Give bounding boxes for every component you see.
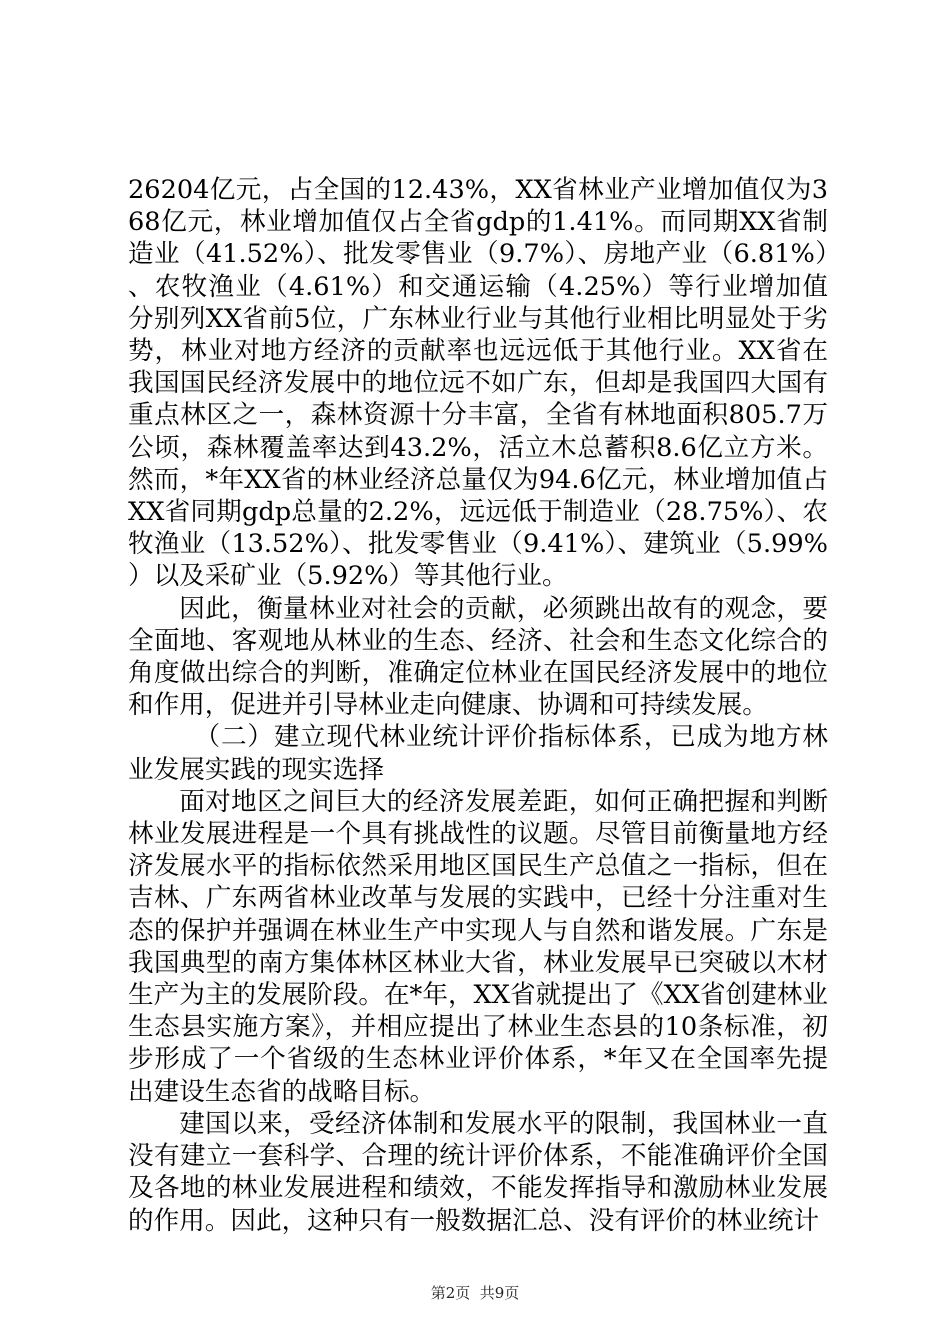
paragraph-since-founding: 建国以来，受经济体制和发展水平的限制，我国林业一直没有建立一套科学、合理的统计评价体系，不能准确评价全国及各地的林业发展进程和绩效，不能发挥指导和激励林业发展的作用。因此，这种只有一般数据汇总、没有评价的林业统计 xyxy=(128,1108,828,1236)
paragraph-development-gap: 面对地区之间巨大的经济发展差距，如何正确把握和判断林业发展进程是一个具有挑战性的议题。尽管目前衡量地方经济发展水平的指标依然采用地区国民生产总值之一指标，但在吉林、广东两省林业改革与发展的实践中，已经十分注重对生态的保护并强调在林业生产中实现人与自然和谐发展。广东是我国典型的南方集体林区林业大省，林业发展早已突破以木材生产为主的发展阶段。在*年，XX省就提出了《XX省创建林业生态县实施方案》，并相应提出了林业生态县的10条标准，初步形成了一个省级的生态林业评价体系，*年又在全国率先提出建设生态省的战略目标。 xyxy=(128,786,828,1107)
section-heading-two: （二）建立现代林业统计评价指标体系，已成为地方林业发展实践的现实选择 xyxy=(128,722,828,785)
paragraph-therefore-conclusion: 因此，衡量林业对社会的贡献，必须跳出故有的观念，要全面地、客观地从林业的生态、经济、社会和生态文化综合的角度做出综合的判断，准确定位林业在国民经济发展中的地位和作用，促进并引导林业走向健康、协调和可持续发展。 xyxy=(128,593,828,721)
page-number-footer: 第2页 共9页 xyxy=(430,1284,520,1302)
paragraph-forestry-gdp-comparison: 26204亿元，占全国的12.43%，XX省林业产业增加值仅为368亿元，林业增加值仅占全省gdp的1.41%。而同期XX省制造业（41.52%）、批发零售业（9.7%）、房地产业（6.81%）、农牧渔业（4.61%）和交通运输（4.25%）等行业增加值分别列XX省前5位，广东林业行业与其他行业相比明显处于劣势，林业对地方经济的贡献率也远远低于其他行业。XX省在我国国民经济发展中的地位远不如广东，但却是我国四大国有重点林区之一，森林资源十分丰富，全省有林地面积805.7万公顷，森林覆盖率达到43.2%，活立木总蓄积8.6亿立方米。然而，*年XX省的林业经济总量仅为94.6亿元，林业增加值占XX省同期gdp总量的2.2%，远远低于制造业（28.75%）、农牧渔业（13.52%）、批发零售业（9.41%）、建筑业（5.99%）以及采矿业（5.92%）等其他行业。 xyxy=(128,175,828,592)
document-body xyxy=(128,174,828,1237)
